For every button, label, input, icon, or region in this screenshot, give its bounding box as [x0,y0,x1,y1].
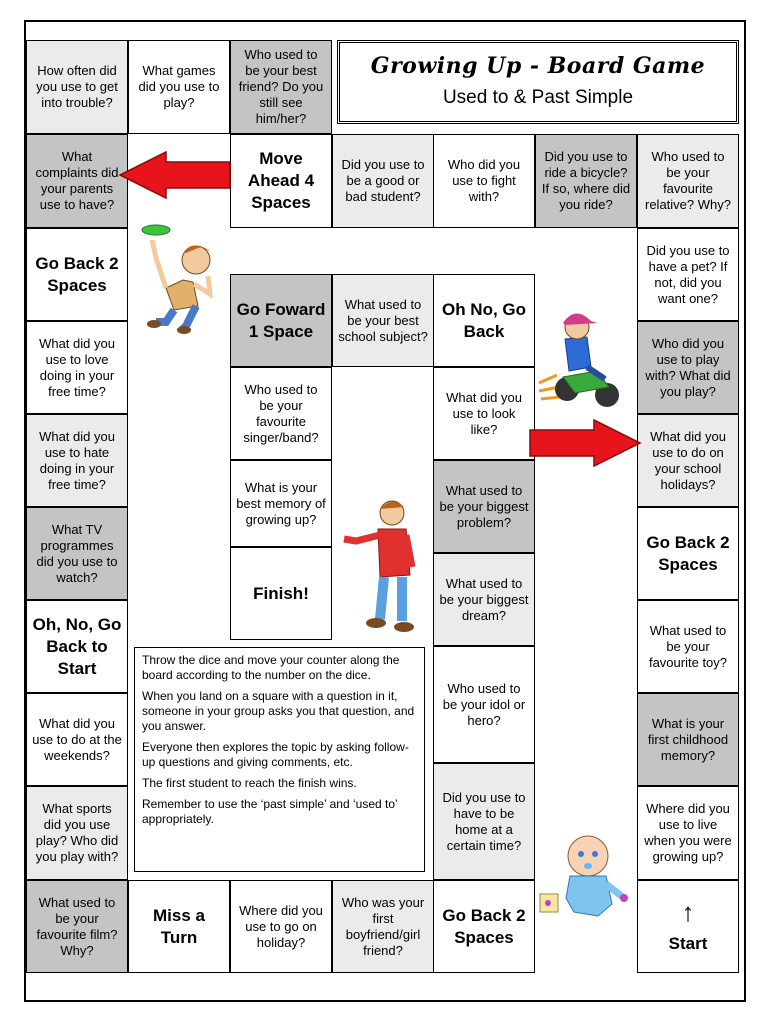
board-square: Where did you use to go on holiday? [230,880,332,973]
board-square: Did you use to have a pet? If not, did you want one? [637,228,739,321]
rule-1: Throw the dice and move your counter along the board according to the number on the dice. [142,653,400,682]
board-square: Did you use to have to be home at a certain time? [433,763,535,880]
board-square-action: Go Foward 1 Space [230,274,332,367]
board-square: Who was your first boyfriend/girl friend? [332,880,434,973]
board-square-action: Oh, No, Go Back to Start [26,600,128,693]
board-square: What used to be your favourite film? Why? [26,880,128,973]
board-square: What did you use to do at the weekends? [26,693,128,786]
board-square-action: Miss a Turn [128,880,230,973]
board-square: Who used to be your favourite singer/band? [230,367,332,460]
board-square: What sports did you use play? Who did you play with? [26,786,128,880]
rule-4: The first student to reach the finish wins. [142,776,357,790]
board-square: Did you use to be a good or bad student? [332,134,434,228]
board-square: What did you use to hate doing in your free time? [26,414,128,507]
start-label: Start [668,933,708,953]
boy-frisbee-icon [138,218,223,338]
board-square: Who used to be your idol or hero? [433,646,535,763]
pointing-man-icon [340,495,420,640]
rules-box [134,647,425,872]
board-square: Who used to be your favourite relative? Why? [637,134,739,228]
baby-icon [538,828,630,923]
board-square-action: Move Ahead 4 Spaces [230,134,332,228]
rule-5: Remember to use the ‘past simple’ and ‘used to’ appropriately. [142,797,398,826]
board-square: What did you use to do on your school holidays? [637,414,739,507]
board-square: What used to be your biggest problem? [433,460,535,553]
board-square: Who did you use to fight with? [433,134,535,228]
title-box [337,40,739,124]
game-title: Growing Up - Board Game [370,53,706,79]
red-arrow-left-icon [118,150,233,200]
board-square: Did you use to ride a bicycle? If so, where did you ride? [535,134,637,228]
board-square-action: Oh No, Go Back [433,274,535,367]
rule-2: When you land on a square with a question in it, someone in your group asks you that question, and you answer. [142,689,415,733]
red-arrow-right-icon [528,418,643,468]
board-square: What TV programmes did you use to watch? [26,507,128,600]
kid-bike-icon [535,305,630,410]
board-square: What complaints did your parents use to have? [26,134,128,228]
board-square: Who did you use to play with? What did you play? [637,321,739,414]
board-square: What used to be your best school subject? [332,274,434,367]
board-square: How often did you use to get into trouble? [26,40,128,134]
board-square: What is your first childhood memory? [637,693,739,786]
board-square: What did you use to look like? [433,367,535,460]
board-square: Who used to be your best friend? Do you still see him/her? [230,40,332,134]
board-square: What used to be your biggest dream? [433,553,535,646]
start-square [637,880,739,973]
board-square: What used to be your favourite toy? [637,600,739,693]
rule-3: Everyone then explores the topic by asking follow-up questions and giving comments, etc. [142,740,409,769]
board-square-action: Go Back 2 Spaces [26,228,128,321]
board-square: What did you use to love doing in your free time? [26,321,128,414]
board-square-action: Go Back 2 Spaces [637,507,739,600]
arrow-up-icon: ↑ [681,896,695,927]
board-square-action: Go Back 2 Spaces [433,880,535,973]
board-square: Where did you use to live when you were growing up? [637,786,739,880]
game-subtitle: Used to & Past Simple [442,87,634,108]
board-square: What games did you use to play? [128,40,230,134]
board-square: What is your best memory of growing up? [230,460,332,547]
finish-square: Finish! [230,547,332,640]
